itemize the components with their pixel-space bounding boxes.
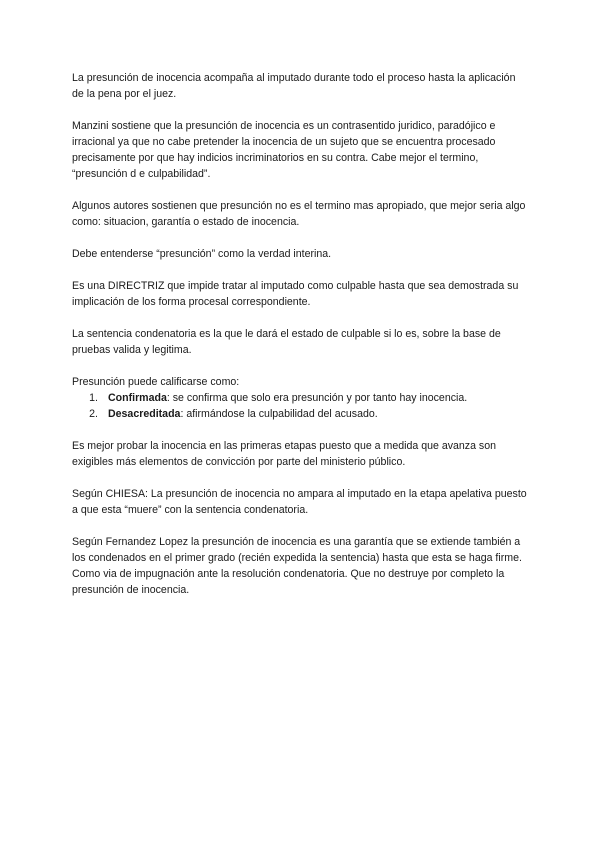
- list-item-number: 1.: [89, 392, 98, 404]
- list-item-text: : se confirma que solo era presunción y por tanto hay inocencia.: [166, 392, 468, 404]
- paragraph-early-stages: Es mejor probar la inocencia en las primeras etapas puesto que a medida que avanza son exigibles más elementos de convicción por parte del ministerio público.: [72, 440, 497, 468]
- list-item: [72, 390, 528, 406]
- paragraph-sentence: La sentencia condenatoria es la que le dará el estado de culpable si lo es, sobre la base de pruebas valida y legitima.: [72, 328, 501, 356]
- list-item-number: 2.: [89, 408, 98, 420]
- paragraph-fernandez-lopez: Según Fernandez Lopez la presunción de inocencia es una garantía que se extiende también a los condenados en el primer grado (recién expedida la sentencia) hasta que esta se haga firme. Como via de impugnación ante la resolución condenatoria. Que no destruye por completo la presunción de inocencia.: [72, 536, 522, 596]
- paragraph-chiesa: Según CHIESA: La presunción de inocencia no ampara al imputado en la etapa apelativa puesto a que esta “muere” con la sentencia condenatoria.: [72, 488, 527, 516]
- list-item-content: [108, 390, 467, 406]
- paragraph-some-authors: Algunos autores sostienen que presunción no es el termino mas apropiado, que mejor seria algo como: situacion, garantía o estado de inocencia.: [72, 200, 526, 228]
- paragraph-directive: Es una DIRECTRIZ que impide tratar al imputado como culpable hasta que sea demostrada su implicación de los forma procesal correspondiente.: [72, 280, 519, 308]
- qualification-list: [72, 390, 528, 422]
- list-item-content: [108, 406, 378, 422]
- document-page: [72, 70, 528, 614]
- list-item-term: Confirmada: [108, 392, 167, 404]
- list-intro: Presunción puede calificarse como:: [72, 376, 240, 388]
- list-item-text: : afirmándose la culpabilidad del acusado.: [180, 408, 378, 420]
- paragraph-presumption-intro: La presunción de inocencia acompaña al imputado durante todo el proceso hasta la aplicación de la pena por el juez.: [72, 72, 516, 100]
- list-item-term: Desacreditada: [108, 408, 181, 420]
- list-item: [72, 406, 528, 422]
- paragraph-manzini: Manzini sostiene que la presunción de inocencia es un contrasentido juridico, paradójico e irracional ya que no cabe pretender la inocencia de un sujeto que se encuentra procesado precisamente por que hay indicios incriminatorios en su contra. Cabe mejor el termino, “presunción d e culpabilidad”.: [72, 120, 496, 180]
- paragraph-interim-truth: Debe entenderse “presunción” como la verdad interina.: [72, 248, 332, 260]
